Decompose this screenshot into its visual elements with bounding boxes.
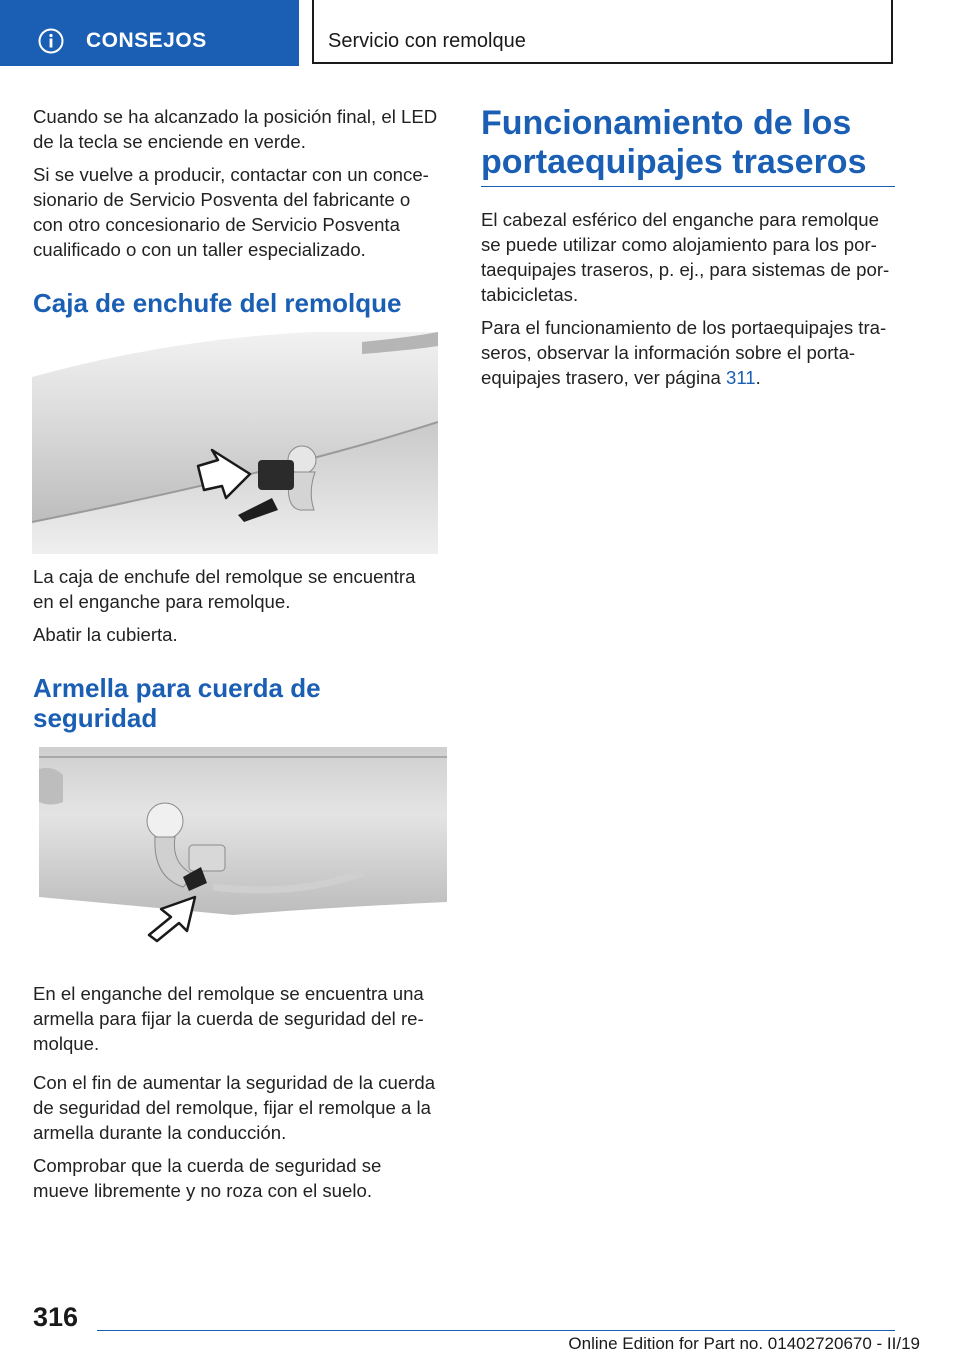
paragraph: En el enganche del remolque se encuentra una armella para fijar la cuerda de seguridad del re‐molque. (33, 983, 424, 1054)
paragraph: Comprobar que la cuerda de seguridad se mueve libremente y no roza con el suelo. (33, 1155, 382, 1201)
trailer-socket-illustration (32, 332, 438, 554)
paragraph: Abatir la cubierta. (33, 624, 178, 645)
heading-rule (481, 186, 895, 187)
paragraph: El cabezal esférico del enganche para remolque se puede utilizar como alojamiento para los por‐taequipajes traseros, p. ej., para sistemas de por‐tabicicletas. (481, 209, 890, 305)
header-section-tab (0, 0, 299, 66)
paragraph (481, 315, 895, 390)
footer-rule (97, 1330, 895, 1331)
section-heading-eyelet: Armella para cuerda de seguridad (33, 673, 321, 733)
page-number: 316 (33, 1302, 79, 1332)
left-column (33, 104, 438, 1211)
info-icon (38, 28, 64, 54)
paragraph: Con el fin de aumentar la seguridad de la cuerda de seguridad del remolque, fijar el remolque a la armella durante la conducción. (33, 1072, 436, 1143)
paragraph: Si se vuelve a producir, contactar con un conce‐sionario de Servicio Posventa del fabricante o con otro concesionario de Servicio Posventa cualificado o con un taller especializado. (33, 164, 429, 260)
paragraph-text: Para el funcionamiento de los portaequipajes tra‐seros, observar la información sobre el porta‐equipajes trasero, ver página (481, 317, 887, 388)
right-column (481, 104, 895, 398)
paragraph: Cuando se ha alcanzado la posición final, el LED de la tecla se enciende en verde. (33, 106, 438, 152)
section-tab-label: CONSEJOS (86, 29, 207, 52)
section-heading-rack: Funcionamiento de los portaequipajes traseros (481, 104, 867, 181)
page-reference-link[interactable]: 311 (725, 367, 756, 388)
section-heading-socket: Caja de enchufe del remolque (33, 288, 402, 318)
safety-eyelet-illustration (33, 747, 447, 945)
edition-note: Online Edition for Part no. 01402720670 - II/19 (568, 1334, 920, 1353)
chapter-title: Servicio con remolque (328, 30, 526, 52)
paragraph-text: . (755, 367, 761, 388)
chapter-title-box (312, 0, 893, 64)
paragraph: La caja de enchufe del remolque se encuentra en el enganche para remolque. (33, 566, 416, 612)
